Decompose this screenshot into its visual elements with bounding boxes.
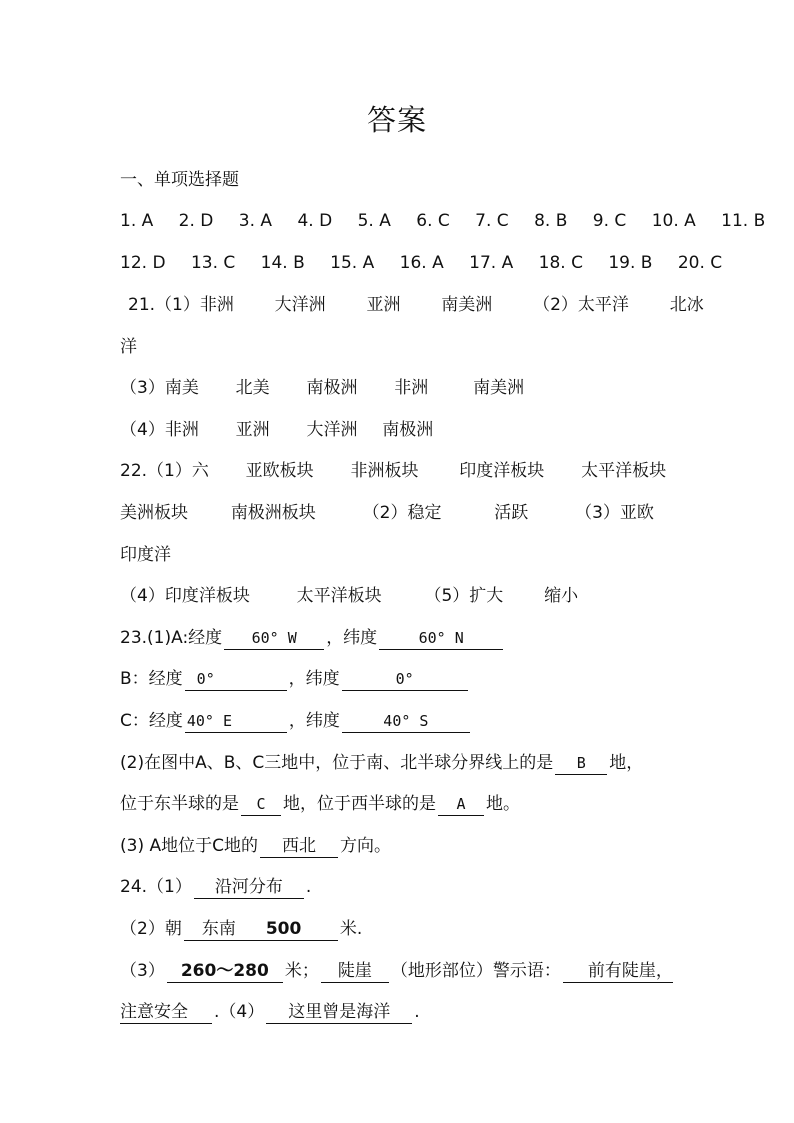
q22-part1-answer: 亚欧板块 bbox=[245, 461, 314, 481]
q24-part1-answer: 沿河分布 bbox=[194, 876, 304, 899]
q21-part1-answer: 南美洲 bbox=[441, 295, 493, 315]
q21-line-4 bbox=[120, 416, 433, 444]
q24-part3-label: （3） bbox=[120, 961, 165, 981]
q23-part2b-question: 位于东半球的是 bbox=[120, 794, 239, 814]
q21-part1-label: 21.（1）非洲 bbox=[128, 295, 234, 315]
q24-part3-elevation: 260～280 bbox=[167, 960, 283, 983]
answer-3: 3. A bbox=[238, 211, 273, 231]
q22-part4-answer: 太平洋板块 bbox=[296, 586, 382, 606]
q24-line-3 bbox=[120, 957, 675, 985]
answer-17: 17. A bbox=[469, 253, 514, 273]
choice-answers-row-1 bbox=[120, 207, 765, 235]
q23-a-latitude: 60° N bbox=[379, 627, 503, 650]
q24-part3-mid2: （地形部位）警示语： bbox=[390, 961, 561, 981]
q22-part2-answer: 活跃 bbox=[494, 503, 529, 523]
q24-part2-answer bbox=[184, 918, 338, 941]
q21-part3-answer: 非洲 bbox=[394, 378, 429, 398]
q22-line-3: 印度洋 bbox=[120, 545, 171, 565]
q24-line-1 bbox=[120, 873, 311, 901]
q23-part2b-answer-west: A bbox=[438, 793, 484, 816]
q23-b-mid: ，纬度 bbox=[288, 669, 340, 689]
choice-answers-row-2 bbox=[120, 249, 722, 277]
q23-line-4 bbox=[120, 832, 391, 860]
answer-6: 6. C bbox=[416, 211, 450, 231]
q23-a-longitude: 60° W bbox=[224, 627, 324, 650]
q23-line-3 bbox=[120, 790, 520, 818]
q23-part2-question: (2)在图中A、B、C三地中，位于南、北半球分界线上的是 bbox=[120, 753, 554, 773]
q24-part2-tail: 米. bbox=[339, 919, 363, 939]
q23-part3-question: (3) A地位于C地的 bbox=[120, 836, 258, 856]
q24-line-2 bbox=[120, 915, 362, 943]
q24-part3-landform: 陡崖 bbox=[321, 960, 389, 983]
q24-part3-mid3: .（4） bbox=[214, 1002, 265, 1022]
q22-part1-answer: 印度洋板块 bbox=[459, 461, 545, 481]
q22-line-4 bbox=[120, 582, 578, 610]
q23-line-2 bbox=[120, 749, 643, 777]
q22-part5-answer: 缩小 bbox=[544, 586, 579, 606]
answer-7: 7. C bbox=[475, 211, 509, 231]
page-title: 答案 bbox=[366, 103, 427, 137]
q21-part3-label: （3）南美 bbox=[120, 378, 199, 398]
q24-direction-answer: 东南 bbox=[201, 919, 236, 939]
q22-part2-label: （2）稳定 bbox=[362, 503, 442, 523]
answer-19: 19. B bbox=[608, 253, 653, 273]
q24-part3-warning: 前有陡崖， bbox=[563, 960, 673, 983]
q21-line-3 bbox=[120, 374, 524, 402]
answer-13: 13. C bbox=[190, 253, 236, 273]
q21-part4-answer: 大洋洲 bbox=[306, 420, 358, 440]
q23-part2b-mid: 地，位于西半球的是 bbox=[283, 794, 436, 814]
q21-part4-label: （4）非洲 bbox=[120, 420, 199, 440]
answer-16: 16. A bbox=[399, 253, 444, 273]
q23-a-label: 23.(1)A:经度 bbox=[120, 628, 223, 648]
q23-a-mid: ，纬度 bbox=[326, 628, 378, 648]
q23-b-longitude: 0° bbox=[185, 668, 287, 691]
q23-b-latitude: 0° bbox=[342, 668, 468, 691]
answer-14: 14. B bbox=[260, 253, 305, 273]
answer-20: 20. C bbox=[677, 253, 723, 273]
q23-part3-tail: 方向。 bbox=[339, 836, 391, 856]
q23-line-a bbox=[120, 624, 505, 652]
answer-2: 2. D bbox=[178, 211, 214, 231]
answer-18: 18. C bbox=[538, 253, 583, 273]
answer-12: 12. D bbox=[120, 253, 166, 273]
q23-line-b bbox=[120, 665, 470, 693]
q21-part4-answer: 南极洲 bbox=[382, 420, 434, 440]
q22-line-2 bbox=[120, 499, 654, 527]
q22-part1-answer: 非洲板块 bbox=[350, 461, 419, 481]
q24-part2-label: （2）朝 bbox=[120, 919, 182, 939]
answer-1: 1. A bbox=[120, 211, 154, 231]
q22-part1-answer: 美洲板块 bbox=[120, 503, 188, 523]
q22-part3-label: （3）亚欧 bbox=[575, 503, 654, 523]
answer-11: 11. B bbox=[721, 211, 766, 231]
q24-part4-answer: 这里曾是海洋 bbox=[266, 1001, 412, 1024]
answer-5: 5. A bbox=[357, 211, 391, 231]
q21-part2-answer: 北冰 bbox=[669, 295, 704, 315]
q23-part2b-answer-east: C bbox=[241, 793, 281, 816]
q24-part1-tail: . bbox=[305, 877, 312, 897]
q21-part3-answer: 北美 bbox=[235, 378, 270, 398]
q21-part1-answer: 亚洲 bbox=[366, 295, 401, 315]
q24-part3-mid1: 米； bbox=[284, 961, 319, 981]
q21-part3-answer: 南极洲 bbox=[306, 378, 358, 398]
answer-8: 8. B bbox=[534, 211, 568, 231]
q23-c-longitude: 40° E bbox=[185, 710, 287, 733]
q23-c-mid: ，纬度 bbox=[288, 711, 340, 731]
q23-b-label: B：经度 bbox=[120, 669, 183, 689]
q24-part3-warning-continued: 注意安全 bbox=[120, 1001, 212, 1024]
q21-part2-label: （2）太平洋 bbox=[533, 295, 629, 315]
q24-line-4 bbox=[120, 998, 420, 1026]
q24-part4-tail: . bbox=[414, 1002, 420, 1022]
q24-distance-answer: 500 bbox=[265, 919, 302, 939]
q23-line-c bbox=[120, 707, 472, 735]
q24-part1-label: 24.（1） bbox=[120, 877, 192, 897]
q23-c-label: C：经度 bbox=[120, 711, 183, 731]
q22-part1-label: 22.（1）六 bbox=[120, 461, 209, 481]
q22-part1-answer: 南极洲板块 bbox=[230, 503, 316, 523]
answer-15: 15. A bbox=[330, 253, 375, 273]
answer-10: 10. A bbox=[651, 211, 696, 231]
q21-line-1 bbox=[128, 291, 704, 319]
q22-line-1 bbox=[120, 457, 666, 485]
q21-part3-answer: 南美洲 bbox=[473, 378, 525, 398]
q23-part2-answer: B bbox=[555, 752, 607, 775]
answer-4: 4. D bbox=[297, 211, 333, 231]
answer-9: 9. C bbox=[592, 211, 627, 231]
q22-part4-label: （4）印度洋板块 bbox=[120, 586, 250, 606]
q21-part4-answer: 亚洲 bbox=[235, 420, 270, 440]
section-heading: 一、单项选择题 bbox=[120, 170, 239, 190]
q22-part1-answer: 太平洋板块 bbox=[581, 461, 667, 481]
q23-c-latitude: 40° S bbox=[342, 710, 470, 733]
q22-part5-label: （5）扩大 bbox=[424, 586, 504, 606]
q23-part3-answer: 西北 bbox=[260, 835, 338, 858]
q23-part2b-tail: 地。 bbox=[486, 794, 520, 814]
q21-line-2: 洋 bbox=[120, 337, 137, 357]
q23-part2-tail: 地， bbox=[609, 753, 644, 773]
q21-part1-answer: 大洋洲 bbox=[274, 295, 326, 315]
